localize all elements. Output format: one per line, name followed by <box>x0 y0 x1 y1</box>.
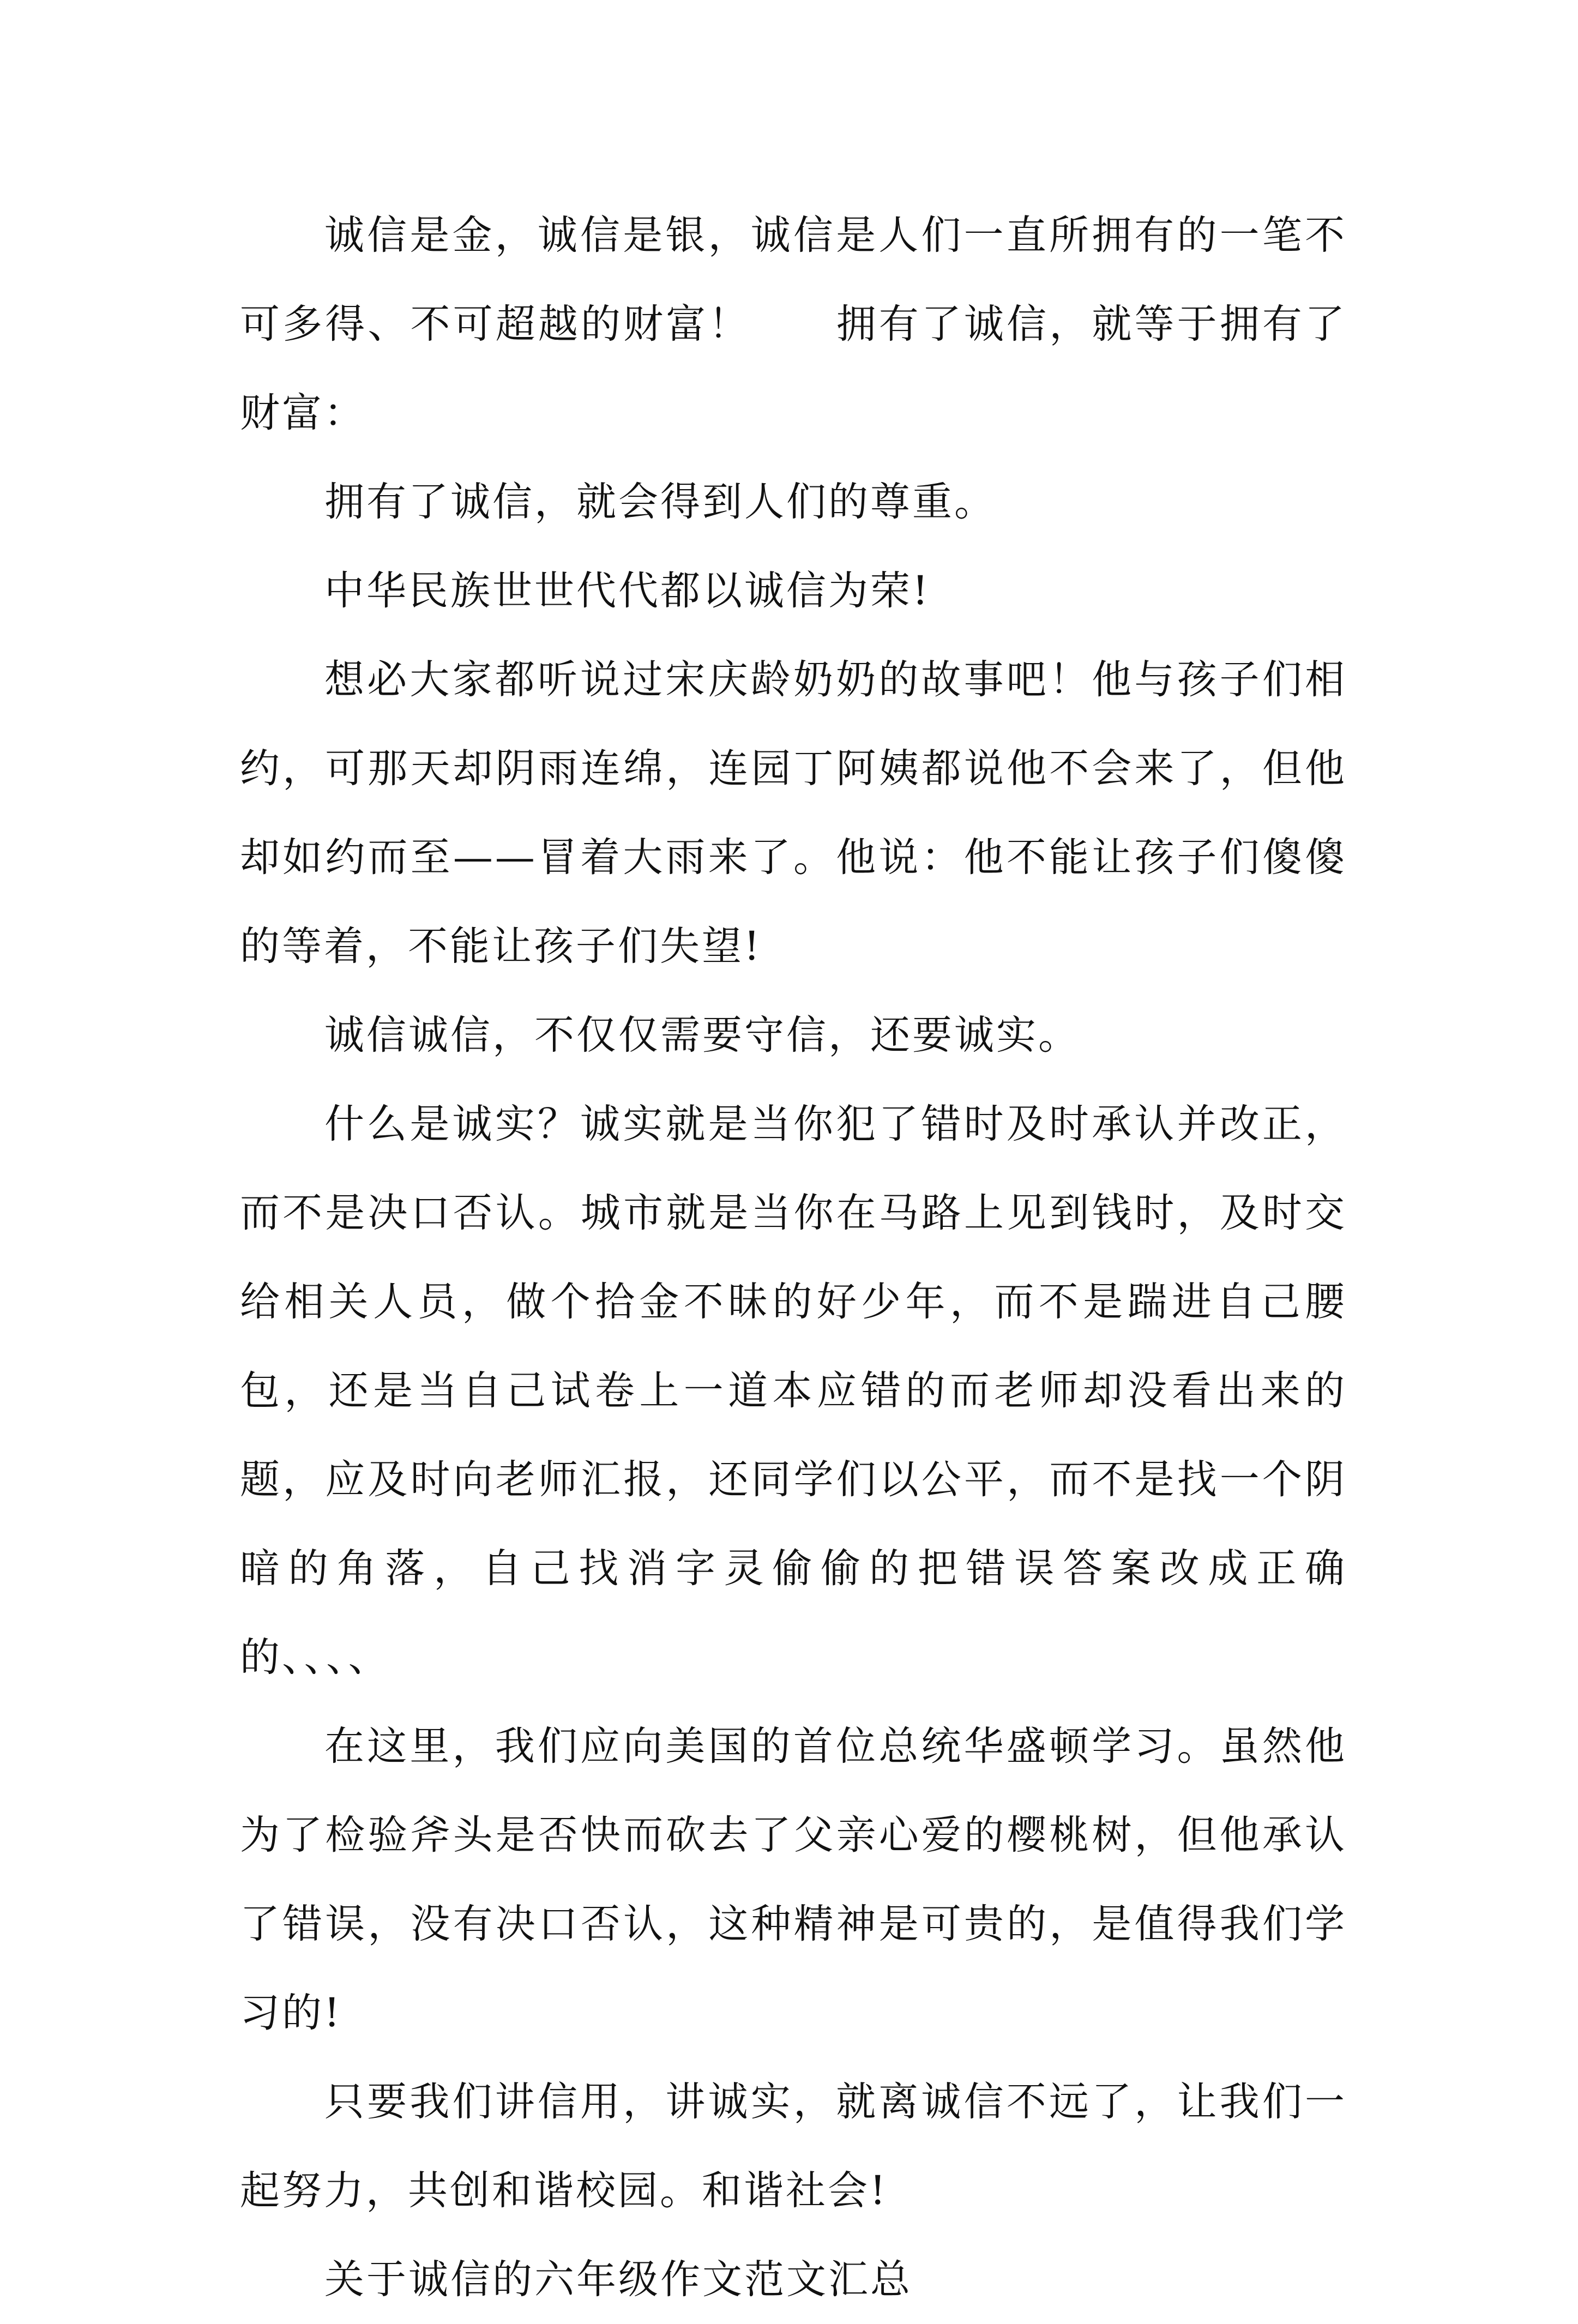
paragraph-conclusion: 只要我们讲信用，讲诚实，就离诚信不远了，让我们一起努力，共创和谐校园。和谐社会! <box>240 2079 1347 2214</box>
paragraph-opening: 诚信是金，诚信是银，诚信是人们一直所拥有的一笔不可多得、不可超越的财富！ 拥有了诚信，就等于拥有了财富： <box>240 212 1347 436</box>
paragraph-what-is-honesty: 什么是诚实？诚实就是当你犯了错时及时承认并改正，而不是决口否认。城市就是当你在马路上见到钱时，及时交给相关人员，做个拾金不昧的好少年，而不是踹进自己腰包，还是当自己试卷上一道本应错的而老师却没看出来的题，应及时向老师汇报，还同学们以公平，而不是找一个阴暗的角落，自己找消字灵偷偷的把错误答案改成正确的、、、、 <box>240 1101 1347 1681</box>
paragraph-nation: 中华民族世世代代都以诚信为荣! <box>324 568 931 614</box>
paragraph-story: 想必大家都听说过宋庆龄奶奶的故事吧！他与孩子们相约，可那天却阴雨连绵，连园丁阿姨都说他不会来了，但他却如约而至——冒着大雨来了。他说：他不能让孩子们傻傻的等着，不能让孩子们失望! <box>240 657 1347 970</box>
paragraph-honesty-intro: 诚信诚信，不仅仅需要守信，还要诚实。 <box>324 1012 1080 1058</box>
paragraph-washington: 在这里，我们应向美国的首位总统华盛顿学习。虽然他为了检验斧头是否快而砍去了父亲心爱的樱桃树，但他承认了错误，没有决口否认，这种精神是可贵的，是值得我们学习的! <box>240 1723 1347 2036</box>
paragraph-summary-title: 关于诚信的六年级作文范文汇总 <box>324 2256 912 2303</box>
paragraph-respect: 拥有了诚信，就会得到人们的尊重。 <box>324 479 996 525</box>
document-body <box>240 191 1347 2324</box>
